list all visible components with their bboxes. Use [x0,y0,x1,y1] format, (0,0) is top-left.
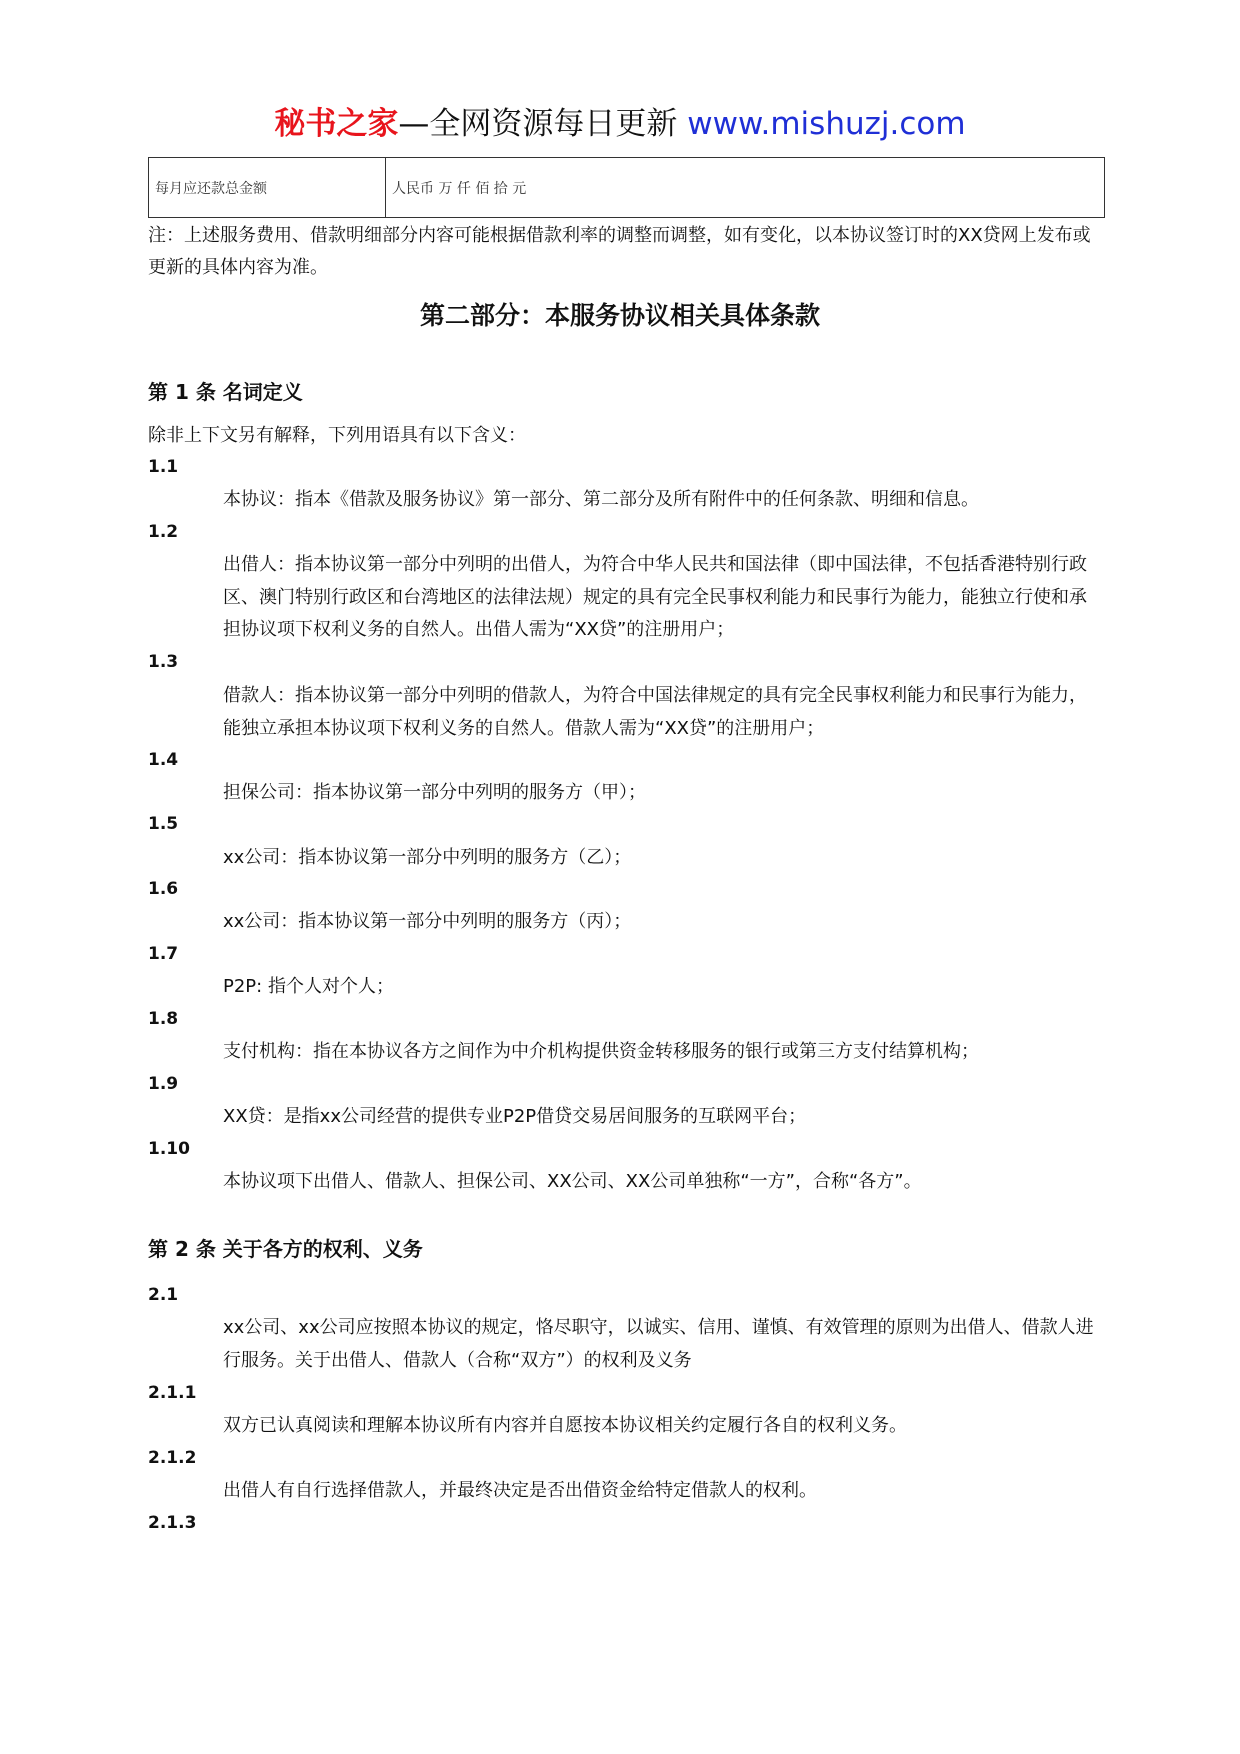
clause-number: 1.1 [148,457,179,477]
clause-number: 2.1 [148,1285,179,1305]
clause-number: 1.4 [148,750,179,770]
banner-brand: 秘书之家 [274,106,399,142]
banner-url-link[interactable]: www.mishuzj.com [687,106,966,142]
clause-number: 1.6 [148,879,179,899]
clause-number: 1.3 [148,652,179,672]
article-2-title: 第 2 条 关于各方的权利、义务 [148,1237,423,1261]
clause-number: 1.10 [148,1139,190,1159]
clause-number: 2.1.2 [148,1448,197,1468]
clause-text: 本协议项下出借人、借款人、担保公司、XX公司、XX公司单独称“一方”，合称“各方”。 [223,1171,922,1192]
clause-number: 1.9 [148,1074,179,1094]
clause-text: 双方已认真阅读和理解本协议所有内容并自愿按本协议相关约定履行各自的权利义务。 [223,1415,907,1436]
clause-number: 1.2 [148,522,179,542]
table-row [149,158,1105,218]
fee-label-cell: 每月应还款总金额 [149,158,386,218]
article-1-title: 第 1 条 名词定义 [148,380,303,404]
clause-text: 本协议：指本《借款及服务协议》第一部分、第二部分及所有附件中的任何条款、明细和信息。 [223,489,979,510]
fee-value-cell: 人民币 万 仟 佰 拾 元 [386,158,1105,218]
fee-note: 注：上述服务费用、借款明细部分内容可能根据借款利率的调整而调整，如有变化，以本协议签订时的XX贷网上发布或更新的具体内容为准。 [148,225,1091,278]
site-banner [0,102,1240,146]
fee-table [148,157,1105,218]
clause-text: 出借人：指本协议第一部分中列明的出借人，为符合中华人民共和国法律（即中国法律，不包括香港特别行政区、澳门特别行政区和台湾地区的法律法规）规定的具有完全民事权利能力和民事行为能力，能独立行使和承担协议项下权利义务的自然人。出借人需为“XX贷”的注册用户； [223,554,1087,640]
clause-number: 1.5 [148,814,179,834]
clause-text: xx公司：指本协议第一部分中列明的服务方（乙）； [223,847,632,868]
part-two-title: 第二部分：本服务协议相关具体条款 [419,301,820,330]
clause-text: XX贷：是指xx公司经营的提供专业P2P借贷交易居间服务的互联网平台； [223,1106,807,1127]
clause-text: 出借人有自行选择借款人，并最终决定是否出借资金给特定借款人的权利。 [223,1480,817,1501]
clause-text: 支付机构：指在本协议各方之间作为中介机构提供资金转移服务的银行或第三方支付结算机构； [223,1041,979,1062]
clause-text: xx公司：指本协议第一部分中列明的服务方（丙）； [223,911,632,932]
clause-number: 2.1.1 [148,1383,197,1403]
clause-number: 1.7 [148,944,179,964]
banner-tagline: —全网资源每日更新 [398,106,688,142]
clause-number: 1.8 [148,1009,179,1029]
clause-text: 担保公司：指本协议第一部分中列明的服务方（甲）； [223,782,646,803]
clause-text: 借款人：指本协议第一部分中列明的借款人，为符合中国法律规定的具有完全民事权利能力和民事行为能力，能独立承担本协议项下权利义务的自然人。借款人需为“XX贷”的注册用户； [223,685,1087,739]
clause-text: xx公司、xx公司应按照本协议的规定，恪尽职守，以诚实、信用、谨慎、有效管理的原则为出借人、借款人进行服务。关于出借人、借款人（合称“双方”）的权利及义务 [223,1317,1094,1371]
article-1-intro: 除非上下文另有解释，下列用语具有以下含义： [148,425,526,446]
clause-number: 2.1.3 [148,1513,197,1533]
clause-text: P2P: 指个人对个人； [223,976,394,997]
